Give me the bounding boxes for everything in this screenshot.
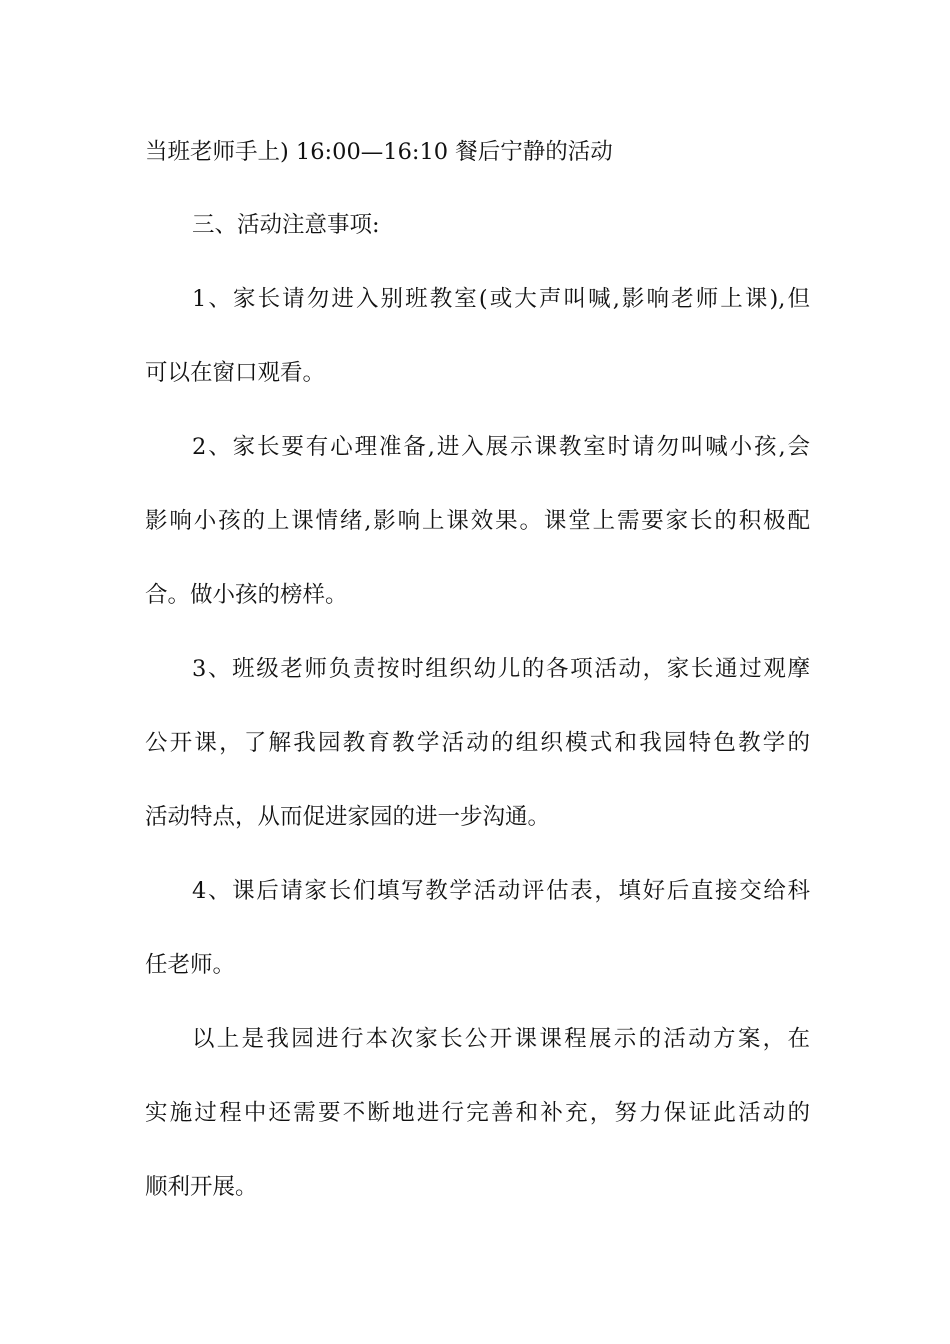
item-1-line-2: 可以在窗口观看。 — [145, 360, 326, 386]
item-2-line-2: 影响小孩的上课情绪,影响上课效果。课堂上需要家长的积极配 — [145, 508, 810, 534]
text-line-continuation: 当班老师手上) 16:00—16:10 餐后宁静的活动 — [145, 139, 613, 165]
conclusion-line-2: 实施过程中还需要不断地进行完善和补充，努力保证此活动的 — [145, 1100, 810, 1126]
item-3-line-3: 活动特点，从而促进家园的进一步沟通。 — [145, 804, 551, 830]
conclusion-line-1: 以上是我园进行本次家长公开课课程展示的活动方案，在 — [192, 1026, 810, 1052]
item-3-line-2: 公开课，了解我园教育教学活动的组织模式和我园特色教学的 — [145, 730, 810, 756]
item-1-line-1: 1、家长请勿进入别班教室(或大声叫喊,影响老师上课),但 — [192, 286, 810, 312]
item-4-line-2: 任老师。 — [145, 952, 236, 978]
item-4-line-1: 4、课后请家长们填写教学活动评估表，填好后直接交给科 — [192, 878, 810, 904]
item-3-line-1: 3、班级老师负责按时组织幼儿的各项活动，家长通过观摩 — [192, 656, 810, 682]
item-2-line-1: 2、家长要有心理准备,进入展示课教室时请勿叫喊小孩,会 — [192, 434, 810, 460]
conclusion-line-3: 顺利开展。 — [145, 1174, 258, 1200]
section-heading-precautions: 三、活动注意事项: — [192, 212, 380, 238]
item-2-line-3: 合。做小孩的榜样。 — [145, 582, 348, 608]
